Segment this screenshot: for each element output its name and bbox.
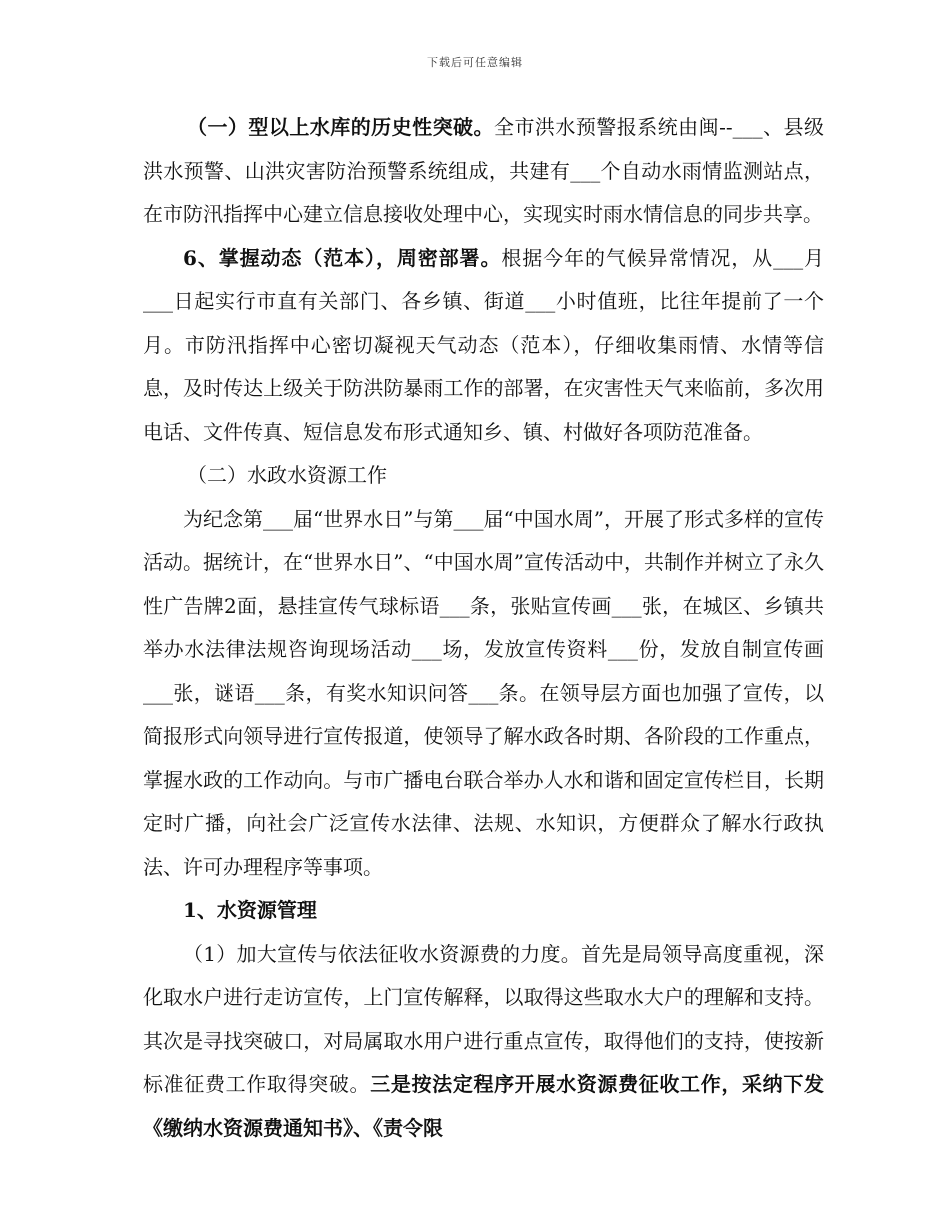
document-body [143, 106, 824, 1150]
paragraph-bold-text: 三是按法定程序开展水资源费征收工作，采纳下发《缴纳水资源费通知书》、《责令限 [143, 1072, 824, 1140]
paragraph-publicity: 为纪念第___届“世界水日”与第___届“中国水周”，开展了形式多样的宣传活动。据统计，在“世界水日”、“中国水周”宣传活动中，共制作并树立了永久性广告牌2面，悬挂宣传气球标语___条，张贴宣传画___张，在城区、乡镇共举办水法律法规咨询现场活动___场，发放宣传资料___份，发放自制宣传画___张，谜语___条，有奖水知识问答___条。在领导层方面也加强了宣传，以简报形式向领导进行宣传报道，使领导了解水政各时期、各阶段的工作重点，掌握水政的工作动向。与市广播电台联合举办人水和谐和固定宣传栏目，长期定时广播，向社会广泛宣传水法律、法规、水知识，方便群众了解水行政执法、许可办理程序等事项。 [143, 506, 824, 879]
page-header: 下载后可任意编辑 [427, 56, 523, 69]
paragraph-heading: （一）型以上水库的历史性突破。 [187, 115, 494, 139]
paragraph-reservoir [143, 106, 824, 237]
section-heading-water-resources: 1、水资源管理 [183, 898, 317, 922]
paragraph-text: 全市洪水预警报系统由闽--___、县级洪水预警、山洪灾害防治预警系统组成，共建有___个自动水雨情监测站点，在市防汛指挥中心建立信息接收处理中心，实现实时雨水情信息的同步共享。 [143, 115, 825, 226]
paragraph-fee-collection [143, 933, 824, 1151]
paragraph-dynamics [143, 237, 824, 455]
section-heading-water-admin: （二）水政水资源工作 [187, 463, 387, 487]
paragraph-text: 根据今年的气候异常情况，从___月___日起实行市直有关部门、各乡镇、街道___小时值班，比往年提前了一个月。市防汛指挥中心密切凝视天气动态（范本），仔细收集雨情、水情等信息，及时传达上级关于防洪防暴雨工作的部署，在灾害性天气来临前，多次用电话、文件传真、短信息发布形式通知乡、镇、村做好各项防范准备。 [143, 245, 824, 444]
paragraph-text: （1）加大宣传与依法征收水资源费的力度。首先是局领导高度重视，深化取水户进行走访宣传，上门宣传解释，以取得这些取水大户的理解和支持。其次是寻找突破口，对局属取水用户进行重点宣传，取得他们的支持，使按新标准征费工作取得突破。 [143, 941, 824, 1096]
paragraph-heading: 6、掌握动态（范本），周密部署。 [183, 245, 502, 270]
